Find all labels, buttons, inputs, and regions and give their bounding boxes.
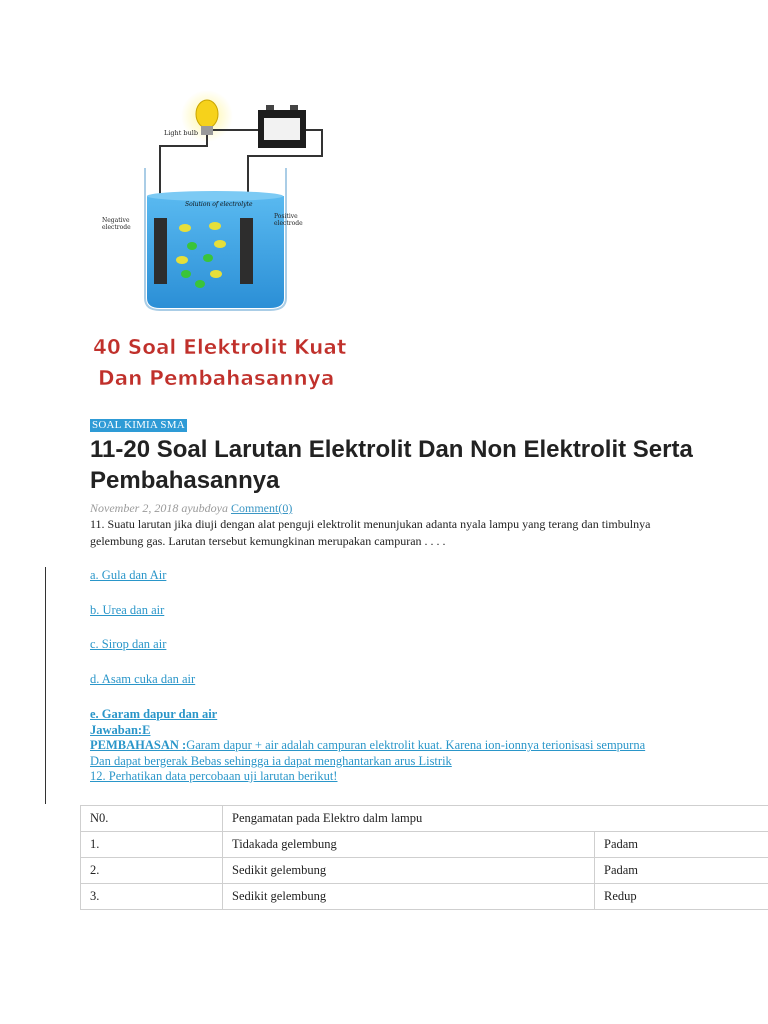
negative-label-2: electrode: [102, 224, 131, 231]
table-cell: 2.: [81, 858, 223, 884]
comment-link[interactable]: Comment(0): [230, 501, 293, 515]
table-cell: Padam: [595, 858, 768, 884]
option-b[interactable]: b. Urea dan air: [90, 603, 165, 617]
table-header-cell: N0.: [81, 806, 223, 832]
answer-label: Jawaban:E: [90, 722, 151, 737]
table-cell: 1.: [81, 832, 223, 858]
option-d[interactable]: d. Asam cuka dan air: [90, 672, 196, 686]
negative-electrode: [154, 218, 167, 284]
electrolyte-solution: [147, 196, 284, 308]
post-author[interactable]: ayubdoya: [181, 501, 228, 515]
table-cell: Sedikit gelembung: [223, 884, 595, 910]
post-date[interactable]: November 2, 2018: [90, 501, 179, 515]
left-border-line: [45, 567, 46, 804]
question-12-text: 12. Perhatikan data percobaan uji larutan berikut!: [90, 769, 338, 783]
answer-block: [90, 707, 710, 785]
table-header-row: [81, 806, 768, 832]
explanation-text-1: Garam dapur + air adalah campuran elektrolit kuat. Karena ion-ionnya terionisasi sempurna: [186, 738, 646, 752]
table-cell: Tidakada gelembung: [223, 832, 595, 858]
option-a[interactable]: a. Gula dan Air: [90, 568, 167, 582]
electrolysis-illustration: [90, 88, 350, 398]
electrolyte-figure: [90, 88, 350, 398]
positive-label-2: electrode: [274, 220, 303, 227]
table-row: [81, 858, 768, 884]
banner-line-2: Dan Pembahasannya: [98, 366, 335, 390]
positive-electrode: [240, 218, 253, 284]
table-header-cell: Pengamatan pada Elektro dalm lampu: [223, 806, 768, 832]
positive-label-1: Positive: [274, 213, 298, 220]
bulb-base: [201, 126, 213, 135]
table-cell: Sedikit gelembung: [223, 858, 595, 884]
option-e[interactable]: e. Garam dapur dan air: [90, 707, 218, 721]
experiment-table: [80, 805, 768, 910]
post-title: 11-20 Soal Larutan Elektrolit Dan Non Elektrolit Serta Pembahasannya: [90, 436, 693, 494]
negative-label-1: Negative: [102, 217, 130, 224]
explanation-text-2: Dan dapat bergerak Bebas sehingga ia dapat menghantarkan arus Listrik: [90, 753, 452, 768]
light-bulb-label: Light bulb: [164, 129, 199, 137]
table-row: [81, 884, 768, 910]
table-cell: Redup: [595, 884, 768, 910]
option-c[interactable]: c. Sirop dan air: [90, 637, 167, 651]
post-meta: [90, 501, 292, 515]
question-11-text: 11. Suatu larutan jika diuji dengan alat penguji elektrolit menunjukan adanta nyala lampu yang terang dan timbulnya gelembung gas. Larutan tersebut kemungkinan merupakan campuran . . . .: [90, 517, 651, 548]
solution-label: Solution of electrolyte: [185, 201, 253, 208]
explanation-label: PEMBAHASAN :: [90, 738, 187, 752]
light-bulb-icon: [196, 100, 218, 128]
table-cell: 3.: [81, 884, 223, 910]
table-row: [81, 832, 768, 858]
banner-line-1: 40 Soal Elektrolit Kuat: [93, 335, 347, 359]
table-cell: Padam: [595, 832, 768, 858]
category-tag[interactable]: SOAL KIMIA SMA: [92, 419, 185, 431]
